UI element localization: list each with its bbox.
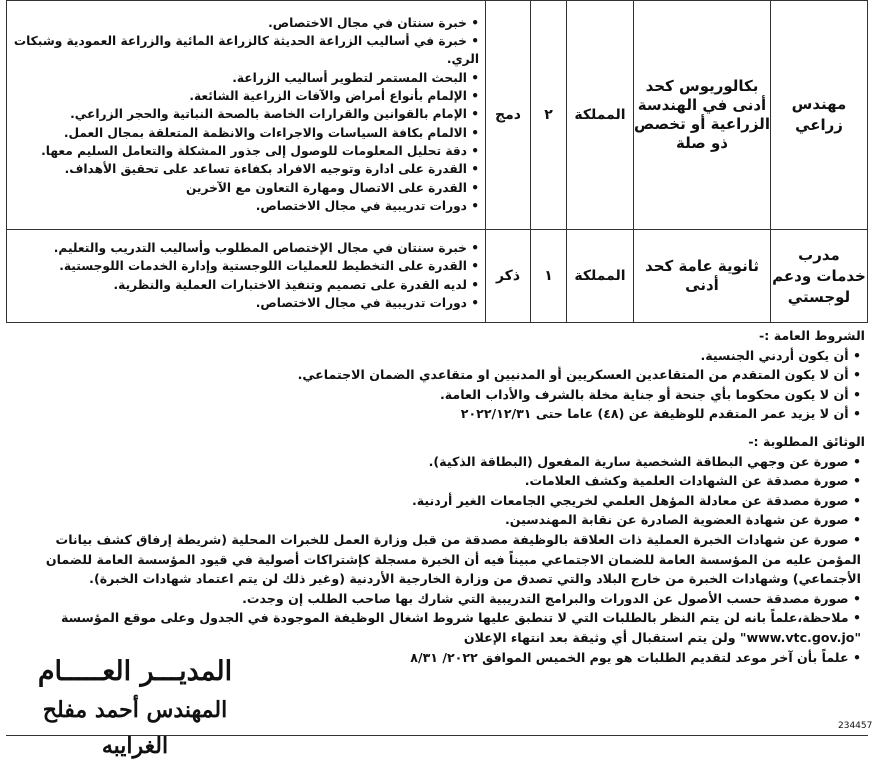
document-item: • صورة مصدقة عن الشهادات العلمية وكشف العلامات. (8, 471, 861, 491)
required-documents-section (8, 432, 865, 667)
signature-block (20, 652, 250, 764)
requirement-item: • خبرة سنتان في مجال الإختصاص المطلوب وأساليب التدريب والتعليم. (11, 239, 479, 257)
requirement-item: • الإلمام بأنواع أمراض والآفات الزراعية الشائعة. (11, 87, 479, 105)
jobs-table (6, 0, 868, 323)
ad-code: 234457 (838, 721, 873, 731)
job-count: ١ (531, 230, 567, 323)
condition-item: • أن لا يكون محكوما بأي جنحة أو جناية مخلة بالشرف والأداب العامة. (8, 385, 861, 405)
job-row-logistics-trainer (7, 230, 868, 323)
condition-item: • أن لا يكون المتقدم من المتقاعدين العسكريين أو المدنيين او متقاعدي الضمان الاجتماعي. (8, 365, 861, 385)
document-item: • ملاحظة،علماً بانه لن يتم النظر بالطلبات التي لا تنطبق عليها شروط اشغال الوظيفة الموجودة في الجدول وعلى موقع المؤسسة "www.vtc.gov.jo" ولن يتم استقبال أي وثيقة بعد انتهاء الإعلان (8, 608, 861, 647)
job-title: مدرب خدمات ودعم لوجستي (771, 230, 868, 323)
document-item: • صورة عن وجهي البطاقة الشخصية سارية المفعول (البطاقة الذكية). (8, 452, 861, 472)
job-title: مهندس زراعي (771, 1, 868, 230)
job-row-agricultural-engineer (7, 1, 868, 230)
document-item: • صورة مصدقة حسب الأصول عن الدورات والبرامج التدريبية التي شارك بها صاحب الطلب إن وجدت. (8, 589, 861, 609)
job-location: المملكة (567, 1, 634, 230)
condition-item: • أن يكون أردني الجنسية. (8, 346, 861, 366)
requirement-item: • القدرة على الاتصال ومهارة التعاون مع الآخرين (11, 179, 479, 197)
job-requirements (7, 230, 486, 323)
document-item: • صورة عن شهادة العضوية الصادرة عن نقابة المهندسين. (8, 510, 861, 530)
requirement-item: • البحث المستمر لتطوير أساليب الزراعة. (11, 69, 479, 87)
condition-item: • أن لا يزيد عمر المتقدم للوظيفة عن (٤٨) عاما حتى ٢٠٢٢/١٢/٣١ (8, 404, 861, 424)
requirement-item: • دورات تدريبية في مجال الاختصاص. (11, 294, 479, 312)
job-gender: ذكر (486, 230, 531, 323)
document-item: • صورة عن شهادات الخبرة العملية ذات العلاقة بالوظيفة مصدقة من قبل وزارة العمل للخبرات المحلية (شريطة إرفاق كشف بيانات المؤمن عليه من المؤسسة العامة للضمان الاجتماعي مبيناً فيه أن الخبرة مسجلة كإشتراكات أصولية في قيود المؤسسة العامة للضمان الأجتماعي) وشهادات الخبرة من خارج البلاد والتي تصدق من وزارة الخارجية الأردنية (وغير ذلك لن يتم اعتماد شهادات الخبرة). (8, 530, 861, 589)
general-conditions-heading: الشروط العامة :- (759, 328, 865, 343)
signature-title: المديـــر العـــــام (37, 656, 233, 687)
requirement-item: • خبرة في أساليب الزراعة الحديثة كالزراعة المائية والزراعة العمودية وشبكات الري. (11, 32, 479, 69)
requirement-item: • الالمام بكافة السياسات والاجراءات والانظمة المتعلقة بمجال العمل. (11, 124, 479, 142)
job-location: المملكة (567, 230, 634, 323)
job-count: ٢ (531, 1, 567, 230)
document-item: • علماً بأن آخر موعد لتقديم الطلبات هو يوم الخميس الموافق ٢٠٢٢/ ٨/٣١ (8, 648, 861, 668)
requirement-item: • القدرة على ادارة وتوجيه الافراد بكفاءة تساعد على تحقيق الأهداف. (11, 160, 479, 178)
document-item: • صورة مصدقة عن معادلة المؤهل العلمي لخريجي الجامعات الغير أردنية. (8, 491, 861, 511)
requirement-item: • دورات تدريبية في مجال الاختصاص. (11, 197, 479, 215)
requirement-item: • الإمام بالقوانين والقرارات الخاصة بالصحة النباتية والحجر الزراعي. (11, 105, 479, 123)
bottom-border (6, 735, 868, 736)
job-gender: دمج (486, 1, 531, 230)
job-qualification: ثانوية عامة كحد أدنى (634, 230, 771, 323)
requirement-item: • دقة تحليل المعلومات للوصول إلى جذور المشكلة والتعامل السليم معها. (11, 142, 479, 160)
general-conditions-section (8, 326, 865, 424)
required-documents-heading: الوثائق المطلوبة :- (748, 434, 865, 449)
job-requirements (7, 1, 486, 230)
requirement-item: • لديه القدرة على تصميم وتنفيذ الاختبارات العملية والنظرية. (11, 276, 479, 294)
job-qualification: بكالوريوس كحد أدنى في الهندسة الزراعية أو تخصص ذو صلة (634, 1, 771, 230)
requirement-item: • القدرة على التخطيط للعمليات اللوجستية وإدارة الخدمات اللوجستية. (11, 257, 479, 275)
requirement-item: • خبرة سنتان في مجال الاختصاص. (11, 14, 479, 32)
signature-name: المهندس أحمد مفلح الغرايبه (42, 697, 228, 759)
